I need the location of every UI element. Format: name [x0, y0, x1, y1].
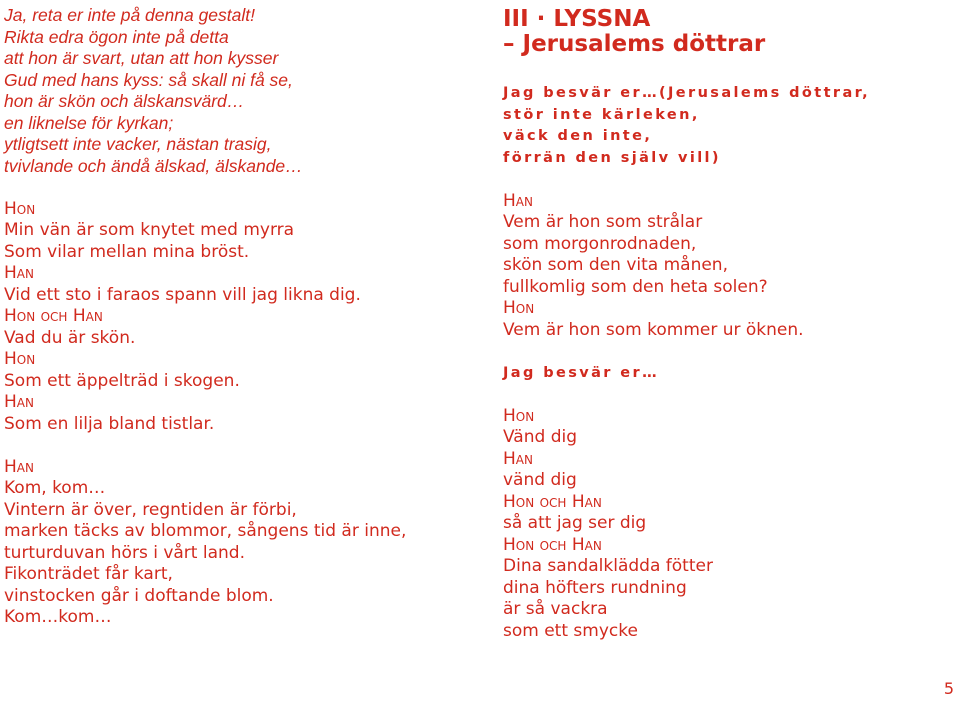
dialogue-line: turturduvan hörs i vårt land. [4, 542, 245, 563]
page-number: 5 [943, 679, 954, 698]
refrain-line: förrän den själv vill) [503, 149, 721, 166]
dialogue-line: så att jag ser dig [503, 513, 647, 533]
dialogue-line: marken täcks av blommor, sångens tid är inne, [4, 521, 407, 541]
dialogue-line: Som vilar mellan mina bröst. [4, 241, 250, 262]
dialogue-line: Vem är hon som strålar [503, 212, 703, 232]
dialogue-block [503, 191, 953, 342]
dialogue-line: Som en lilja bland tistlar. [4, 413, 215, 434]
speaker-label: Hon [503, 405, 535, 426]
refrain-line: väck den inte, [503, 128, 653, 144]
dialogue-line: Min vän är som knytet med myrra [4, 220, 295, 240]
dialogue-line: är så vackra [503, 599, 608, 619]
speaker-label: Hon och Han [4, 306, 103, 326]
poem-line: en liknelse för kyrkan; [4, 112, 174, 133]
dialogue-line: Vid ett sto i faraos spann vill jag likna dig. [4, 284, 361, 305]
dialogue-line: Vem är hon som kommer ur öknen. [503, 319, 804, 340]
speaker-label: Han [503, 190, 533, 211]
dialogue-line: Kom, kom… [4, 478, 106, 498]
refrain [503, 83, 953, 169]
dialogue-block [4, 199, 474, 436]
dialogue-line: Vad du är skön. [4, 327, 136, 348]
dialogue-block [4, 457, 474, 629]
poem-line: Gud med hans kyss: så skall ni få se, [4, 69, 293, 90]
refrain-short: Jag besvär er… [503, 364, 659, 381]
refrain-line: stör inte kärleken, [503, 106, 700, 123]
dialogue-line: vänd dig [503, 470, 577, 490]
dialogue-line: vinstocken går i doftande blom. [4, 585, 274, 606]
poem-line: Rikta edra ögon inte på detta [4, 26, 229, 47]
right-column [503, 0, 953, 642]
poem-line: att hon är svart, utan att hon kysser [4, 48, 279, 68]
speaker-label: Han [503, 448, 533, 469]
refrain-line: Jag besvär er…(Jerusalems döttrar, [503, 85, 870, 101]
poem-line: ytligtsett inte vacker, nästan trasig, [4, 134, 272, 154]
poem-line: tvivlande och ändå älskad, älskande… [4, 155, 303, 176]
dialogue-block [503, 406, 953, 643]
dialogue-line: fullkomlig som den heta solen? [503, 276, 768, 297]
speaker-label: Hon [4, 198, 36, 219]
dialogue-line: dina höfters rundning [503, 577, 687, 598]
left-column [4, 0, 474, 629]
dialogue-line: Som ett äppelträd i skogen. [4, 370, 240, 391]
poem-stanza [4, 5, 474, 177]
speaker-label: Hon [503, 298, 535, 318]
dialogue-line: Fikonträdet får kart, [4, 564, 173, 584]
dialogue-line: Dina sandalklädda fötter [503, 556, 713, 576]
dialogue-line: Kom…kom… [4, 607, 112, 627]
section-heading: III · LYSSNA [503, 6, 651, 32]
dialogue-line: som ett smycke [503, 620, 638, 641]
speaker-label: Hon [4, 349, 36, 369]
speaker-label: Han [4, 392, 34, 412]
dialogue-line: skön som den vita månen, [503, 255, 728, 275]
dialogue-line: Vänd dig [503, 427, 578, 447]
section-subheading: – Jerusalems döttrar [503, 31, 766, 57]
poem-line: hon är skön och älskansvärd… [4, 91, 245, 111]
speaker-label: Han [4, 456, 34, 477]
speaker-label: Han [4, 263, 34, 283]
dialogue-line: Vintern är över, regntiden är förbi, [4, 499, 297, 520]
speaker-label: Hon och Han [503, 534, 602, 555]
dialogue-line: som morgonrodnaden, [503, 233, 697, 254]
poem-line: Ja, reta er inte på denna gestalt! [4, 5, 255, 25]
speaker-label: Hon och Han [503, 491, 602, 512]
